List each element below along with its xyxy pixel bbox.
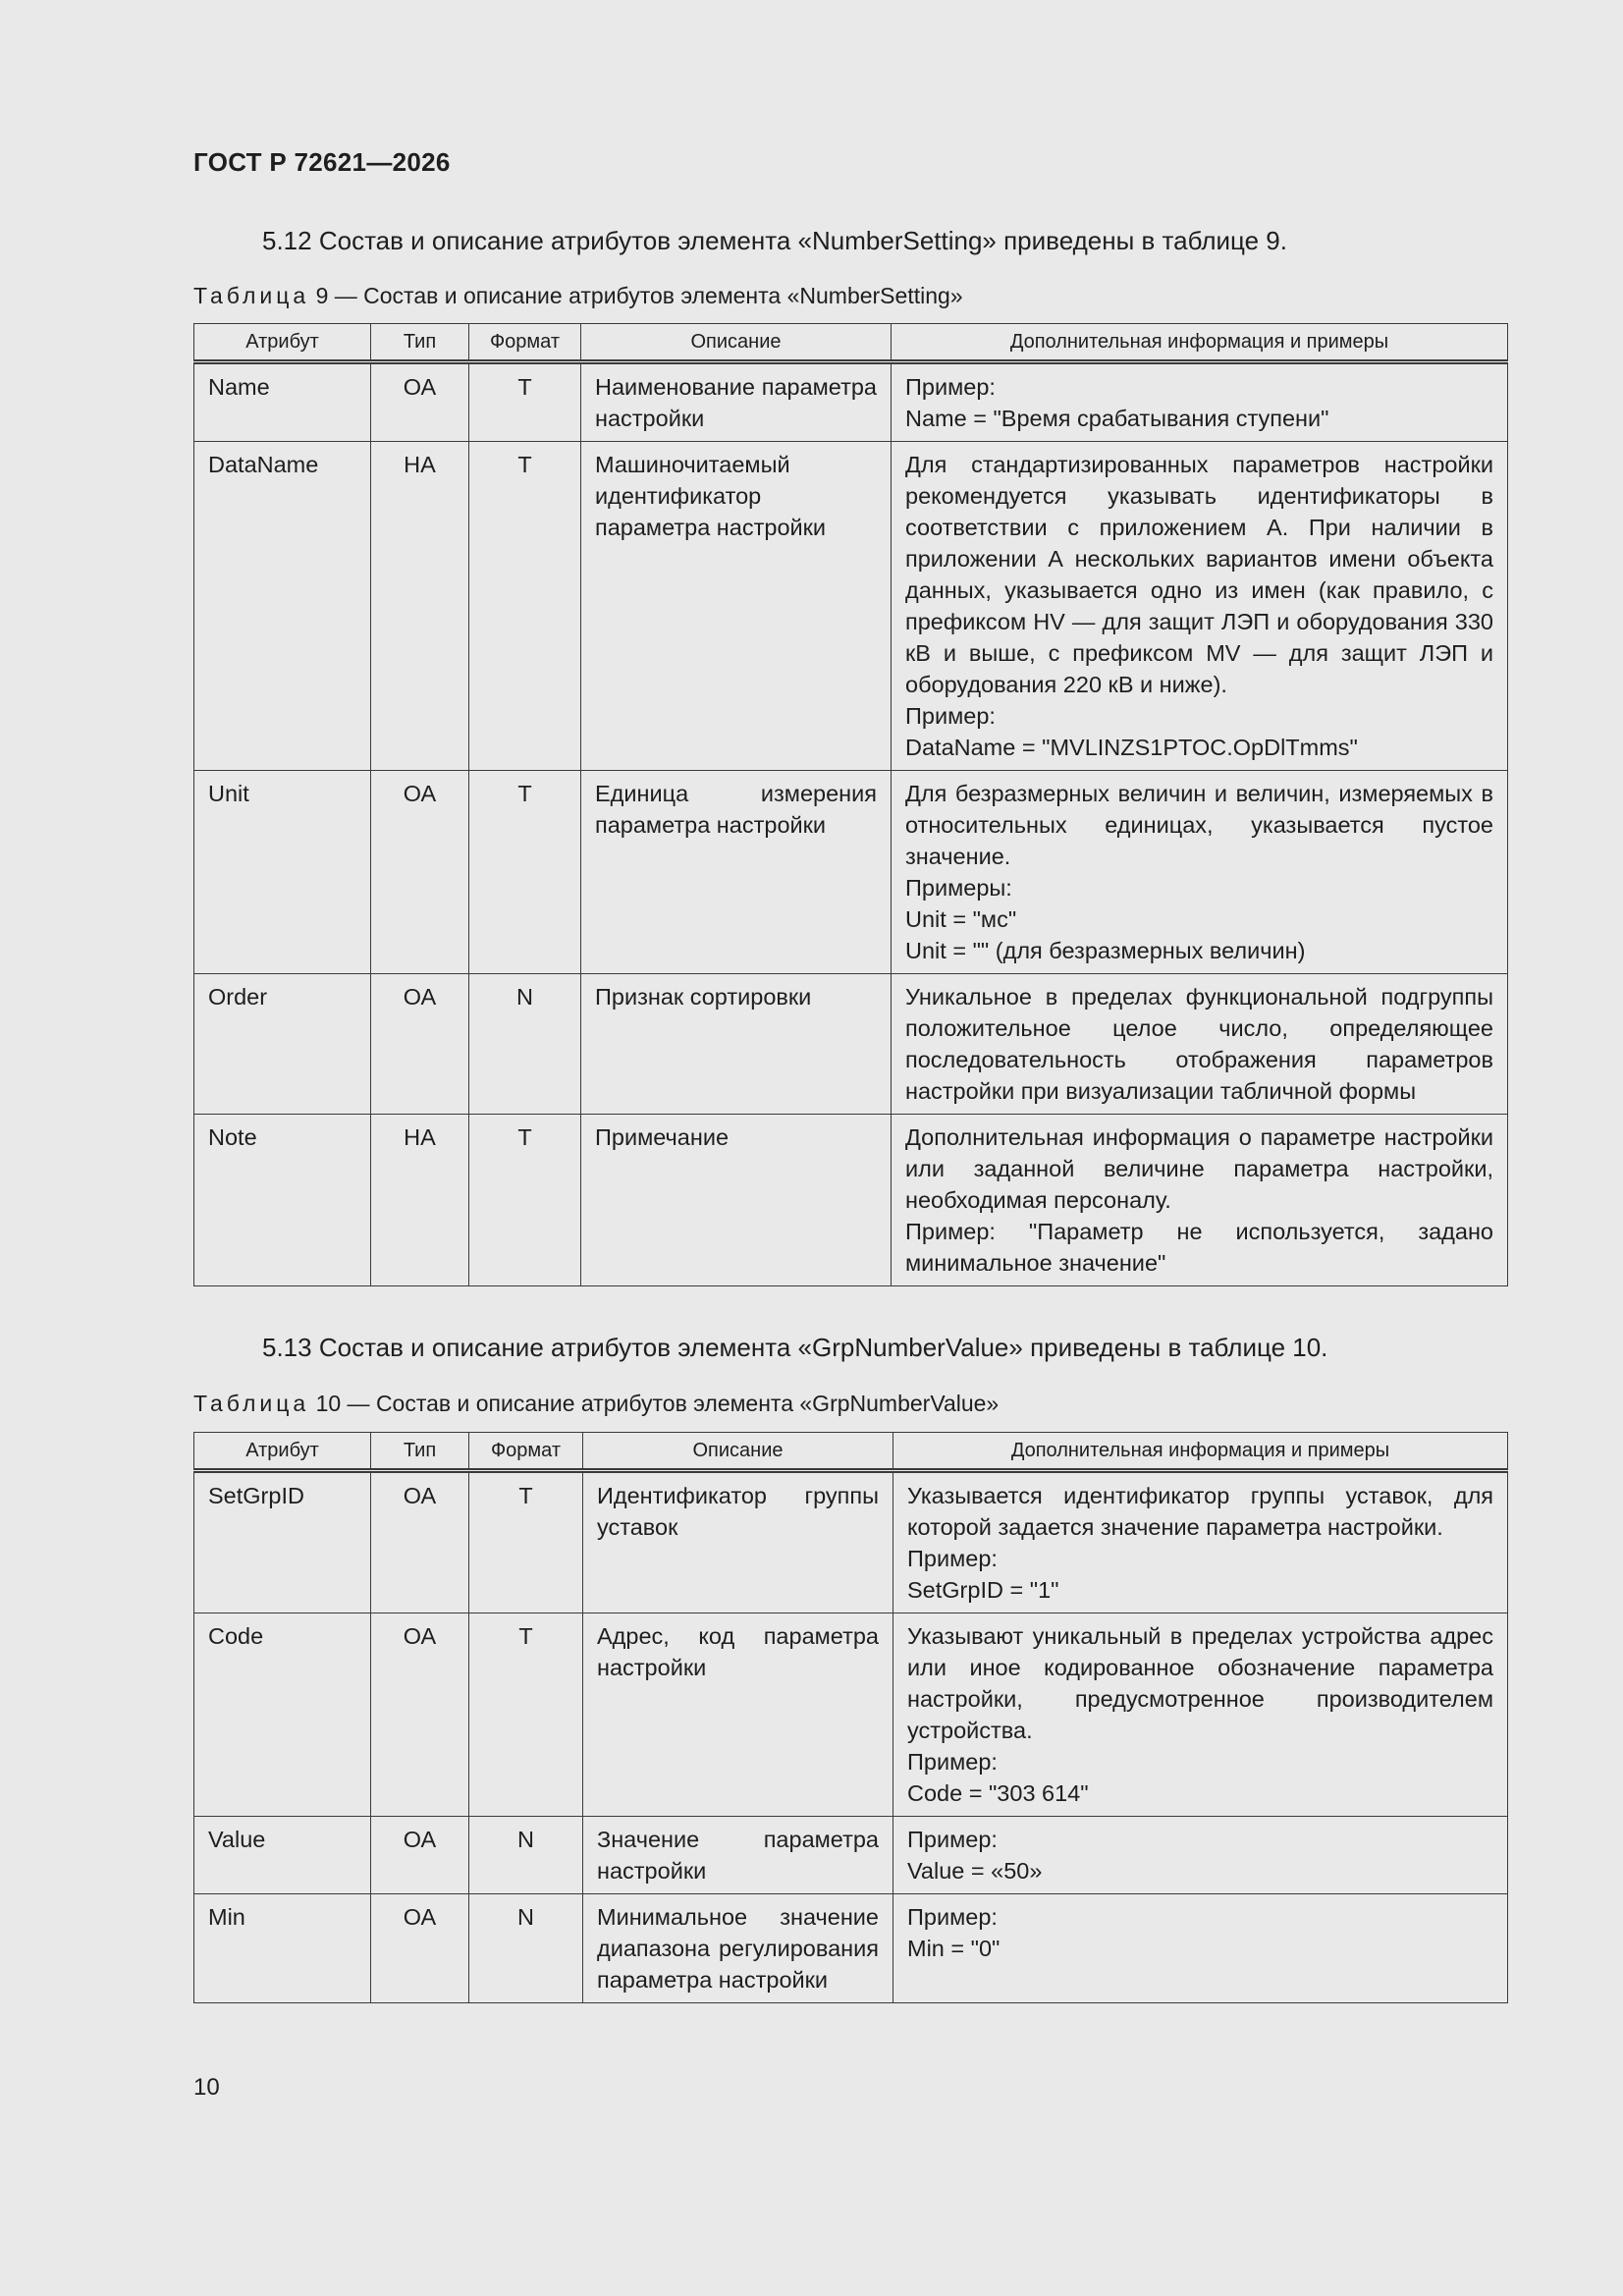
column-header-type: Тип bbox=[371, 324, 469, 362]
cell-type: ОА bbox=[371, 1613, 469, 1817]
cell-info bbox=[892, 362, 1508, 442]
cell-description: Единица измерения параметра настройки bbox=[581, 771, 892, 974]
table-10 bbox=[193, 1432, 1508, 2003]
info-line: Code = "303 614" bbox=[907, 1780, 1089, 1806]
cell-format: T bbox=[469, 1471, 583, 1613]
column-header-attribute: Атрибут bbox=[194, 1433, 371, 1471]
cell-type: ОА bbox=[371, 1894, 469, 2003]
cell-description: Машиночитаемый идентификатор параметра настройки bbox=[581, 442, 892, 771]
column-header-description: Описание bbox=[581, 324, 892, 362]
column-header-format: Формат bbox=[469, 1433, 583, 1471]
cell-type: ОА bbox=[371, 1471, 469, 1613]
table-row bbox=[194, 442, 1508, 771]
cell-attribute: Name bbox=[194, 362, 371, 442]
table-9-caption bbox=[193, 283, 963, 309]
cell-description: Адрес, код параметра настройки bbox=[583, 1613, 893, 1817]
table-row bbox=[194, 771, 1508, 974]
table-row bbox=[194, 1817, 1508, 1894]
info-line: Unit = "" (для безразмерных величин) bbox=[905, 938, 1306, 963]
table-10-header-row bbox=[194, 1433, 1508, 1471]
info-line: Примеры: bbox=[905, 875, 1012, 901]
table-9-caption-text: 9 — Состав и описание атрибутов элемента «NumberSetting» bbox=[315, 283, 963, 308]
cell-info bbox=[893, 1471, 1508, 1613]
table-row bbox=[194, 1115, 1508, 1286]
column-header-additional-info: Дополнительная информация и примеры bbox=[892, 324, 1508, 362]
info-line: DataName = "MVLINZS1PTOC.OpDlTmms" bbox=[905, 735, 1358, 760]
cell-type: ОА bbox=[371, 771, 469, 974]
cell-description: Идентификатор группы уставок bbox=[583, 1471, 893, 1613]
cell-format: T bbox=[469, 1613, 583, 1817]
cell-info bbox=[893, 1894, 1508, 2003]
column-header-format: Формат bbox=[469, 324, 581, 362]
cell-info bbox=[892, 1115, 1508, 1286]
info-line: Пример: bbox=[907, 1904, 998, 1930]
cell-format: T bbox=[469, 1115, 581, 1286]
cell-attribute: Min bbox=[194, 1894, 371, 2003]
cell-info bbox=[893, 1817, 1508, 1894]
cell-format: N bbox=[469, 1817, 583, 1894]
cell-type: ОА bbox=[371, 362, 469, 442]
table-row bbox=[194, 1471, 1508, 1613]
info-line: Name = "Время срабатывания ступени" bbox=[905, 406, 1329, 431]
page-number: 10 bbox=[193, 2074, 220, 2101]
cell-type: ОА bbox=[371, 1817, 469, 1894]
info-line: Уникальное в пределах функциональной подгруппы положительное целое число, определяющее последовательность отображения параметров настройки при визуализации табличной формы bbox=[905, 984, 1493, 1104]
table-row bbox=[194, 362, 1508, 442]
column-header-additional-info: Дополнительная информация и примеры bbox=[893, 1433, 1508, 1471]
cell-format: N bbox=[469, 974, 581, 1115]
document-header: ГОСТ Р 72621—2026 bbox=[193, 147, 451, 177]
info-line: Дополнительная информация о параметре настройки или заданной величине параметра настройки, необходимая персоналу. bbox=[905, 1124, 1493, 1213]
cell-info bbox=[892, 442, 1508, 771]
info-line: Пример: bbox=[907, 1749, 998, 1775]
table-row bbox=[194, 974, 1508, 1115]
cell-info bbox=[892, 771, 1508, 974]
cell-description: Наименование параметра настройки bbox=[581, 362, 892, 442]
info-line: Пример: "Параметр не используется, задано минимальное значение" bbox=[905, 1219, 1493, 1276]
column-header-attribute: Атрибут bbox=[194, 324, 371, 362]
info-line: Указывают уникальный в пределах устройства адрес или иное кодированное обозначение параметра настройки, предусмотренное производителем устройства. bbox=[907, 1623, 1493, 1743]
cell-format: T bbox=[469, 442, 581, 771]
cell-type: ОА bbox=[371, 974, 469, 1115]
section-5-13-text: 5.13 Состав и описание атрибутов элемента «GrpNumberValue» приведены в таблице 10. bbox=[262, 1333, 1328, 1362]
cell-attribute: DataName bbox=[194, 442, 371, 771]
table-9-caption-label: Таблица bbox=[193, 283, 310, 308]
info-line: Unit = "мс" bbox=[905, 906, 1017, 932]
cell-type: НА bbox=[371, 442, 469, 771]
cell-type: НА bbox=[371, 1115, 469, 1286]
table-row bbox=[194, 1613, 1508, 1817]
info-line: Пример: bbox=[905, 374, 996, 400]
cell-description: Признак сортировки bbox=[581, 974, 892, 1115]
info-line: Min = "0" bbox=[907, 1936, 1001, 1961]
table-9 bbox=[193, 323, 1508, 1286]
cell-attribute: Code bbox=[194, 1613, 371, 1817]
cell-attribute: SetGrpID bbox=[194, 1471, 371, 1613]
cell-attribute: Value bbox=[194, 1817, 371, 1894]
cell-description: Минимальное значение диапазона регулирования параметра настройки bbox=[583, 1894, 893, 2003]
table-9-header-row bbox=[194, 324, 1508, 362]
cell-description: Примечание bbox=[581, 1115, 892, 1286]
table-10-caption bbox=[193, 1391, 999, 1417]
info-line: Value = «50» bbox=[907, 1858, 1043, 1884]
cell-description: Значение параметра настройки bbox=[583, 1817, 893, 1894]
cell-format: T bbox=[469, 771, 581, 974]
column-header-description: Описание bbox=[583, 1433, 893, 1471]
info-line: Пример: bbox=[907, 1546, 998, 1571]
cell-attribute: Order bbox=[194, 974, 371, 1115]
info-line: Пример: bbox=[905, 703, 996, 729]
cell-info bbox=[893, 1613, 1508, 1817]
cell-format: T bbox=[469, 362, 581, 442]
info-line: SetGrpID = "1" bbox=[907, 1577, 1059, 1603]
section-5-12-text: 5.12 Состав и описание атрибутов элемента «NumberSetting» приведены в таблице 9. bbox=[262, 226, 1287, 255]
table-10-caption-label: Таблица bbox=[193, 1391, 310, 1416]
cell-attribute: Unit bbox=[194, 771, 371, 974]
info-line: Для стандартизированных параметров настройки рекомендуется указывать идентификаторы в соответствии с приложением А. При наличии в приложении А нескольких вариантов имени объекта данных, указывается одно из имен (как правило, с префиксом HV — для защит ЛЭП и оборудования 330 кВ и выше, с префиксом MV — для защит ЛЭП и оборудования 220 кВ и ниже). bbox=[905, 452, 1493, 697]
info-line: Указывается идентификатор группы уставок, для которой задается значение параметра настройки. bbox=[907, 1483, 1493, 1540]
cell-info bbox=[892, 974, 1508, 1115]
info-line: Пример: bbox=[907, 1827, 998, 1852]
cell-attribute: Note bbox=[194, 1115, 371, 1286]
table-10-caption-text: 10 — Состав и описание атрибутов элемента «GrpNumberValue» bbox=[315, 1391, 1000, 1416]
column-header-type: Тип bbox=[371, 1433, 469, 1471]
info-line: Для безразмерных величин и величин, измеряемых в относительных единицах, указывается пустое значение. bbox=[905, 781, 1493, 869]
cell-format: N bbox=[469, 1894, 583, 2003]
table-row bbox=[194, 1894, 1508, 2003]
